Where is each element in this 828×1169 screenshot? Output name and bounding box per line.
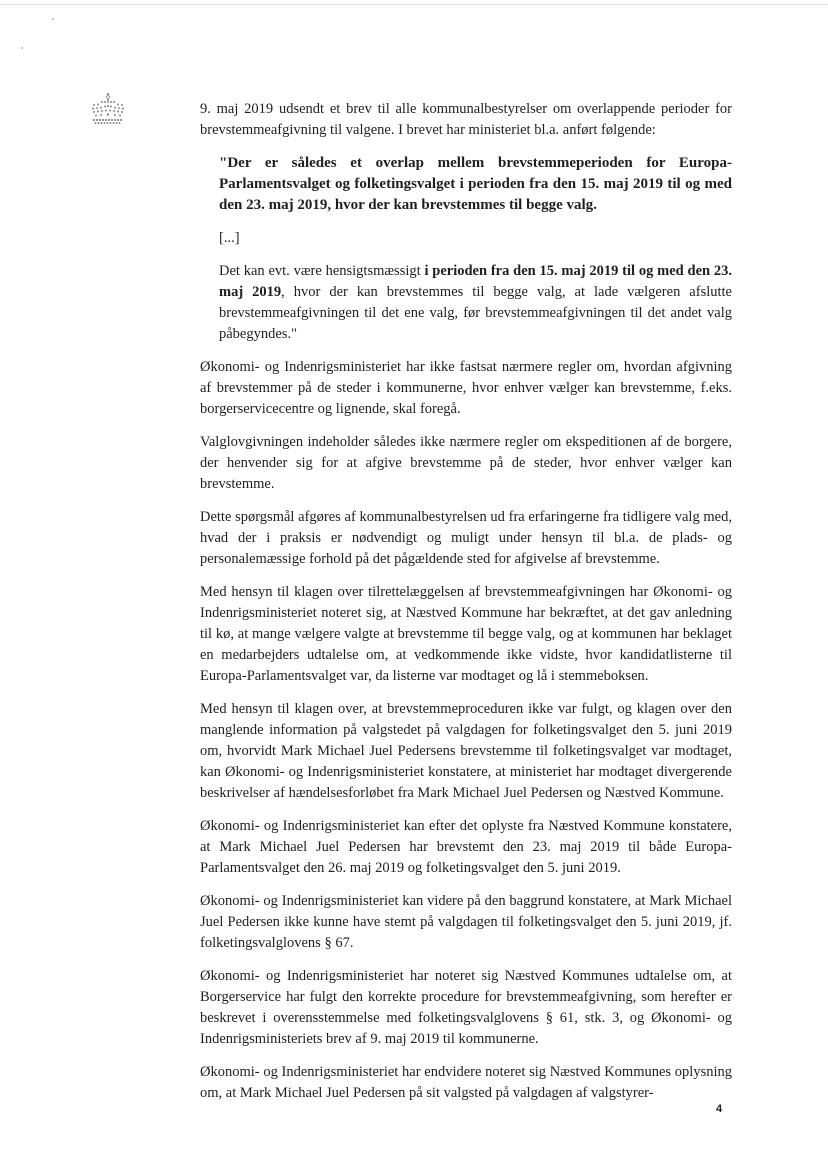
page-top-edge (0, 4, 828, 5)
quote-ellipsis: [...] (219, 230, 240, 246)
quote-emphasis: i perioden fra den 15. maj 2019 til og med den 23. maj 2019 (219, 263, 733, 300)
body-paragraph: Dette spørgsmål afgøres af kommunalbestyrelsen ud fra erfaringerne fra tidligere valg med, hvad der i praksis er nødvendigt og muligt under hensyn til bl.a. de plads- og personalemæssige forhold på det pågældende sted for afgivelse af brevstemme. (200, 509, 732, 567)
quote-paragraph: "Der er således et overlap mellem brevstemmeperioden for Europa-Parlamentsvalget og folketingsvalget i perioden fra den 15. maj 2019 til og med den 23. maj 2019, hvor der kan brevstemmes til begge valg. (219, 155, 732, 213)
letter-body (200, 99, 732, 1116)
body-paragraph: Valglovgivningen indeholder således ikke nærmere regler om ekspeditionen af de borgere, der henvender sig for at afgive brevstemme på de steder, hvor enhver vælger kan brevstemme. (200, 434, 732, 492)
scan-speck (52, 18, 54, 20)
opening-paragraph: 9. maj 2019 udsendt et brev til alle kommunalbestyrelser om overlappende perioder for brevstemmeafgivning til valgene. I brevet har ministeriet bl.a. anført følgende: (200, 101, 732, 138)
body-paragraph: Økonomi- og Indenrigsministeriet har endvidere noteret sig Næstved Kommunes oplysning om, at Mark Michael Juel Pedersen på sit valgsted på valgdagen af valgstyrer- (200, 1064, 732, 1101)
body-paragraph: Økonomi- og Indenrigsministeriet kan efter det oplyste fra Næstved Kommune konstatere, at Mark Michael Juel Pedersen har brevstemt den 23. maj 2019 til både Europa-Parlamentsvalget den 26. maj 2019 og folketingsvalget den 5. juni 2019. (200, 818, 732, 876)
body-paragraph: Med hensyn til klagen over, at brevstemmeproceduren ikke var fulgt, og klagen over den manglende information på valgstedet på valgdagen for folketingsvalget den 5. juni 2019 om, hvorvidt Mark Michael Juel Pedersens brevstemme til folketingsvalget var modtaget, kan Økonomi- og Indenrigsministeriet konstatere, at ministeriet har modtaget divergerende beskrivelser af hændelsesforløbet fra Mark Michael Juel Pedersen og Næstved Kommune. (200, 701, 732, 801)
quote-text: , hvor der kan brevstemmes til begge valg, at lade vælgeren afslutte brevstemmeafgivningen til det ene valg, før brevstemmeafgivningen til det andet valg påbegyndes." (219, 284, 732, 342)
royal-crown-icon (88, 92, 128, 128)
quote-text: Det kan evt. være hensigtsmæssigt (219, 263, 425, 279)
body-paragraph: Økonomi- og Indenrigsministeriet har noteret sig Næstved Kommunes udtalelse om, at Borgerservice har fulgt den korrekte procedure for brevstemmeafgivning, som herefter er beskrevet i overensstemmelse med folketingsvalglovens § 61, stk. 3, og Økonomi- og Indenrigsministeriets brev af 9. maj 2019 til kommunerne. (200, 968, 732, 1047)
body-paragraph: Økonomi- og Indenrigsministeriet kan videre på den baggrund konstatere, at Mark Michael Juel Pedersen ikke kunne have stemt på valgdagen til folketingsvalget den 5. juni 2019, jf. folketingsvalglovens § 67. (200, 893, 732, 951)
quoted-letter-excerpt (219, 153, 732, 345)
body-paragraph: Økonomi- og Indenrigsministeriet har ikke fastsat nærmere regler om, hvordan afgivning af brevstemmer på de steder i kommunerne, hvor enhver vælger kan brevstemme, f.eks. borgerservicecentre og lignende, skal foregå. (200, 359, 732, 417)
body-paragraph: Med hensyn til klagen over tilrettelæggelsen af brevstemmeafgivningen har Økonomi- og Indenrigsministeriet noteret sig, at Næstved Kommune har bekræftet, at det gav anledning til kø, at mange vælgere valgte at brevstemme til begge valg, og at kommunen har beklaget en medarbejders udtalelse om, at vedkommende ikke vidste, hvor kandidatlisterne til Europa-Parlamentsvalget var, da listerne var modtaget og lå i stemmeboksen. (200, 584, 732, 684)
quote-paragraph (219, 261, 732, 345)
scan-speck (21, 47, 23, 49)
page-number: 4 (716, 1103, 723, 1115)
